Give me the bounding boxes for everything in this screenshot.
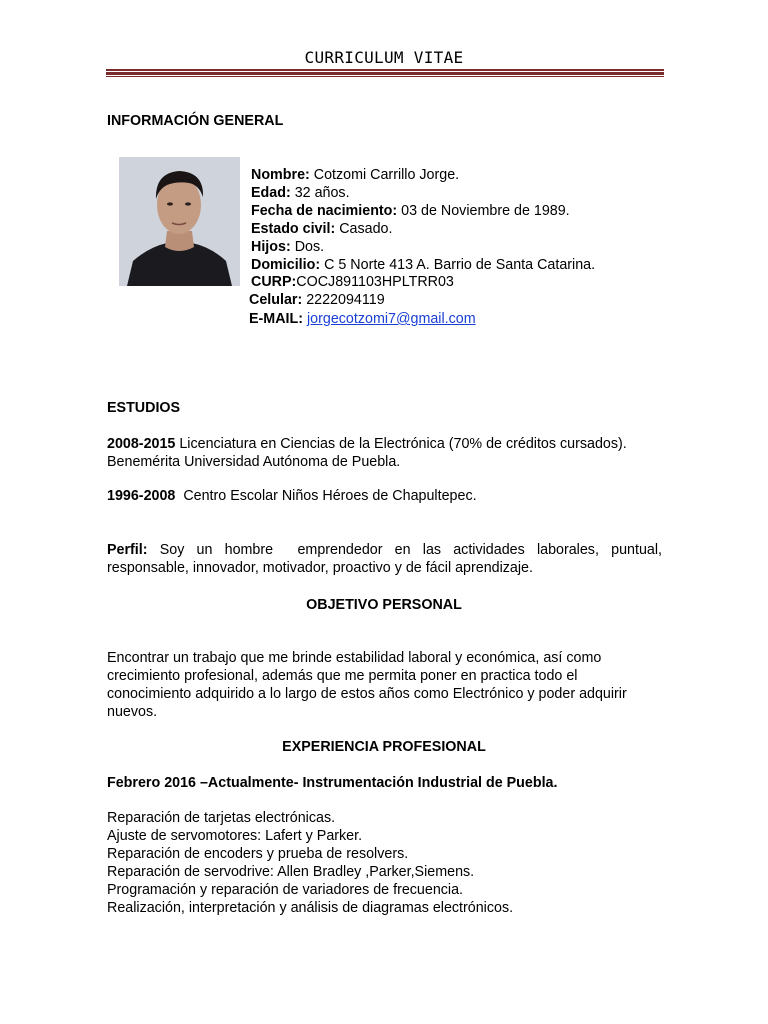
task-item: Reparación de tarjetas electrónicas.: [107, 810, 336, 826]
profile-paragraph: Perfil: Soy un hombre emprendedor en las actividades laborales, puntual, responsable, innovador, motivador, proactivo y de fácil aprendizaje.: [107, 542, 666, 576]
email-link[interactable]: jorgecotzomi7@gmail.com: [306, 311, 476, 327]
objective-line: Encontrar un trabajo que me brinde estabilidad laboral y económica, así como: [107, 650, 602, 666]
experience-heading: EXPERIENCIA PROFESIONAL: [282, 739, 486, 755]
field-address: Domicilio: C 5 Norte 413 A. Barrio de Santa Catarina.: [251, 257, 596, 273]
profile-photo: [119, 157, 240, 286]
document-title: CURRICULUM VITAE: [304, 48, 464, 67]
title-divider: [106, 69, 664, 77]
general-info-heading: INFORMACIÓN GENERAL: [107, 113, 284, 129]
objective-line: nuevos.: [107, 704, 158, 720]
study-entry-university-name: Benemérita Universidad Autónoma de Puebla.: [107, 454, 401, 470]
field-phone: Celular: 2222094119: [249, 292, 385, 308]
field-marital-status: Estado civil: Casado.: [251, 221, 393, 237]
field-age: Edad: 32 años.: [251, 185, 350, 201]
job-title: Febrero 2016 –Actualmente- Instrumentación Industrial de Puebla.: [107, 775, 558, 791]
objective-line: conocimiento adquirido a lo largo de estos años como Electrónico y poder adquirir: [107, 686, 627, 702]
studies-heading: ESTUDIOS: [107, 400, 181, 416]
task-item: Ajuste de servomotores: Lafert y Parker.: [107, 828, 363, 844]
field-name: Nombre: Cotzomi Carrillo Jorge.: [251, 167, 460, 183]
study-entry-university: 2008-2015 Licenciatura en Ciencias de la Electrónica (70% de créditos cursados).: [107, 436, 627, 452]
field-birthdate: Fecha de nacimiento: 03 de Noviembre de 1989.: [251, 203, 570, 219]
task-item: Reparación de servodrive: Allen Bradley ,Parker,Siemens.: [107, 864, 475, 880]
task-item: Programación y reparación de variadores de frecuencia.: [107, 882, 464, 898]
field-children: Hijos: Dos.: [251, 239, 325, 255]
task-item: Reparación de encoders y prueba de resolvers.: [107, 846, 409, 862]
objective-line: crecimiento profesional, además que me permita poner en practica todo el: [107, 668, 578, 684]
study-entry-school: 1996-2008 Centro Escolar Niños Héroes de Chapultepec.: [107, 488, 477, 504]
task-item: Realización, interpretación y análisis de diagramas electrónicos.: [107, 900, 514, 916]
objective-heading: OBJETIVO PERSONAL: [306, 597, 462, 613]
field-curp: CURP:COCJ891103HPLTRR03: [251, 274, 454, 290]
field-email: E-MAIL: jorgecotzomi7@gmail.com: [249, 311, 476, 327]
